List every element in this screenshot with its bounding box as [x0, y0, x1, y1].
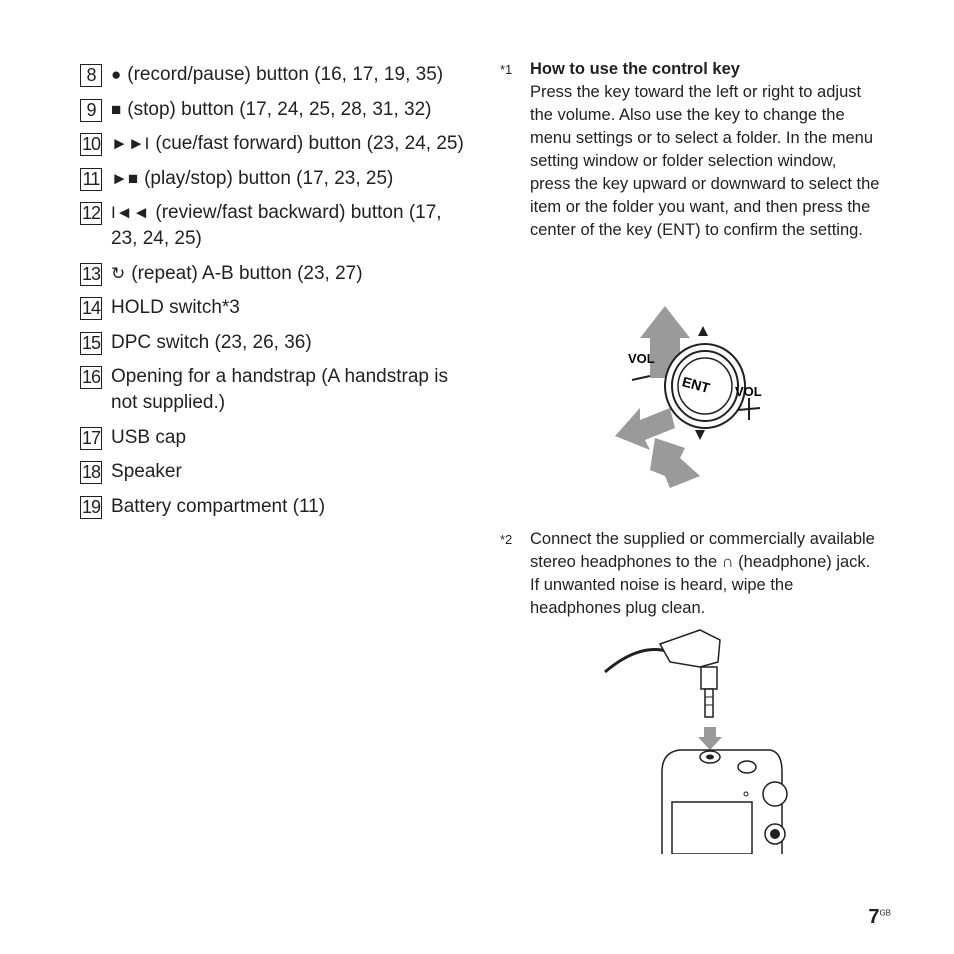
fast-forward-icon: ►►I: [111, 134, 150, 153]
list-item: [80, 494, 470, 520]
page-number: $7^{GB}$: [868, 906, 891, 928]
display-window: [672, 802, 752, 854]
footnote-body: Connect the supplied or commercially available stereo headphones to the ∩ (headphone) jack. If unwanted noise is heard, wipe the headphones plug clean.: [530, 530, 875, 617]
item-number: 9: [80, 99, 102, 122]
item-number: 8: [80, 64, 102, 87]
list-item: [80, 200, 470, 252]
list-item: [80, 295, 470, 321]
item-number: 10: [82, 134, 101, 154]
item-number: 13: [82, 263, 101, 284]
item-text: (repeat) A-B button (23, 27): [131, 262, 363, 284]
item-number: 12: [82, 203, 101, 223]
item-text: USB cap: [111, 426, 187, 448]
component-list: [80, 62, 470, 528]
item-text: Battery compartment (11): [111, 495, 326, 517]
down-arrow-icon: [650, 438, 700, 488]
footnote-2: [500, 528, 880, 620]
play-stop-icon: ►■: [111, 168, 139, 188]
item-number: 14: [82, 298, 101, 318]
item-text: (review/fast backward) button (17, 23, 24, 25): [111, 202, 442, 249]
list-item: [80, 131, 470, 157]
list-item: [80, 62, 470, 88]
item-number: 17: [82, 427, 101, 448]
item-number: 18: [82, 462, 101, 482]
list-item: [80, 261, 470, 287]
ent-label: ENT: [680, 373, 712, 396]
footnotes: [500, 58, 880, 242]
footnote-2-wrap: [500, 528, 880, 620]
item-text: (cue/fast forward) button (23, 24, 25): [155, 133, 464, 154]
footnote-1: [500, 58, 880, 242]
list-item: [80, 364, 470, 416]
headphone-connection-illustration: [600, 622, 800, 854]
list-item: [80, 459, 470, 485]
item-text: Opening for a handstrap (A handstrap is not supplied.): [111, 366, 448, 413]
item-number: 11: [80, 168, 102, 191]
speaker-grille: [763, 782, 787, 806]
list-item: [80, 166, 470, 192]
item-number: 15: [82, 332, 101, 353]
item-text: (record/pause) button (16, 17, 19, 35): [127, 64, 444, 85]
stop-icon: ■: [111, 99, 122, 119]
footnote-heading: How to use the control key: [530, 60, 740, 78]
rewind-icon: I◄◄: [111, 203, 150, 222]
item-text: HOLD switch*3: [111, 297, 240, 318]
footnote-mark: *1: [500, 62, 513, 77]
repeat-icon: ↻: [111, 263, 126, 283]
item-text: (play/stop) button (17, 23, 25): [144, 167, 394, 189]
item-number: 19: [82, 496, 101, 517]
list-item: [80, 97, 470, 123]
list-item: [80, 425, 470, 451]
footnote-body: Press the key toward the left or right to adjust the volume. Also use the key to change the menu settings or to select a folder. In the menu setting window or folder selection window, press the key upward or downward to select the item or the folder you want, and then press the center of the key (ENT) to confirm the setting.: [530, 83, 880, 239]
footnote-mark: *2: [500, 532, 513, 547]
item-text: DPC switch (23, 26, 36): [111, 331, 312, 353]
record-icon: ●: [111, 65, 122, 84]
list-item: [80, 330, 470, 356]
item-text: Speaker: [111, 461, 182, 482]
vol-plus-label: VOL: [735, 384, 762, 399]
item-text: (stop) button (17, 24, 25, 28, 31, 32): [127, 98, 432, 120]
item-number: 16: [82, 367, 101, 387]
vol-minus-label: VOL: [628, 351, 655, 366]
control-key-illustration: [610, 298, 780, 493]
down-arrow-icon: [698, 727, 722, 750]
